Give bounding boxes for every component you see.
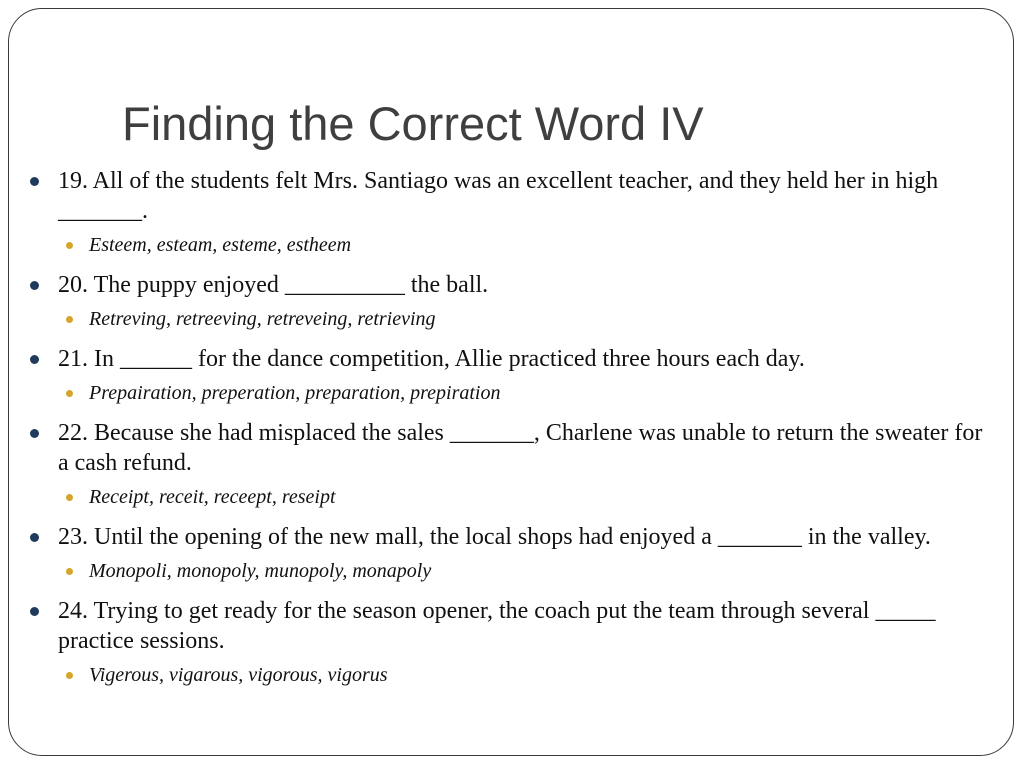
question-item-20: 20. The puppy enjoyed __________ the ball. [25, 270, 985, 300]
answer-options-19: Esteem, esteam, esteme, estheem [58, 230, 985, 260]
question-item-22: 22. Because she had misplaced the sales _______, Charlene was unable to return the sweater for a cash refund. [25, 418, 985, 478]
question-list [25, 166, 985, 700]
answer-options-23: Monopoli, monopoly, munopoly, monapoly [58, 556, 985, 586]
question-item-24: 24. Trying to get ready for the season opener, the coach put the team through several _____ practice sessions. [25, 596, 985, 656]
question-item-21: 21. In ______ for the dance competition, Allie practiced three hours each day. [25, 344, 985, 374]
answer-options-24: Vigerous, vigarous, vigorous, vigorus [58, 660, 985, 690]
question-item-23: 23. Until the opening of the new mall, the local shops had enjoyed a _______ in the valley. [25, 522, 985, 552]
answer-options-20: Retreving, retreeving, retreveing, retrieving [58, 304, 985, 334]
answer-options-21: Prepairation, preperation, preparation, prepiration [58, 378, 985, 408]
slide-title: Finding the Correct Word IV [122, 97, 704, 150]
answer-options-22: Receipt, receit, receept, reseipt [58, 482, 985, 512]
question-item-19: 19. All of the students felt Mrs. Santiago was an excellent teacher, and they held her in high _______. [25, 166, 985, 226]
